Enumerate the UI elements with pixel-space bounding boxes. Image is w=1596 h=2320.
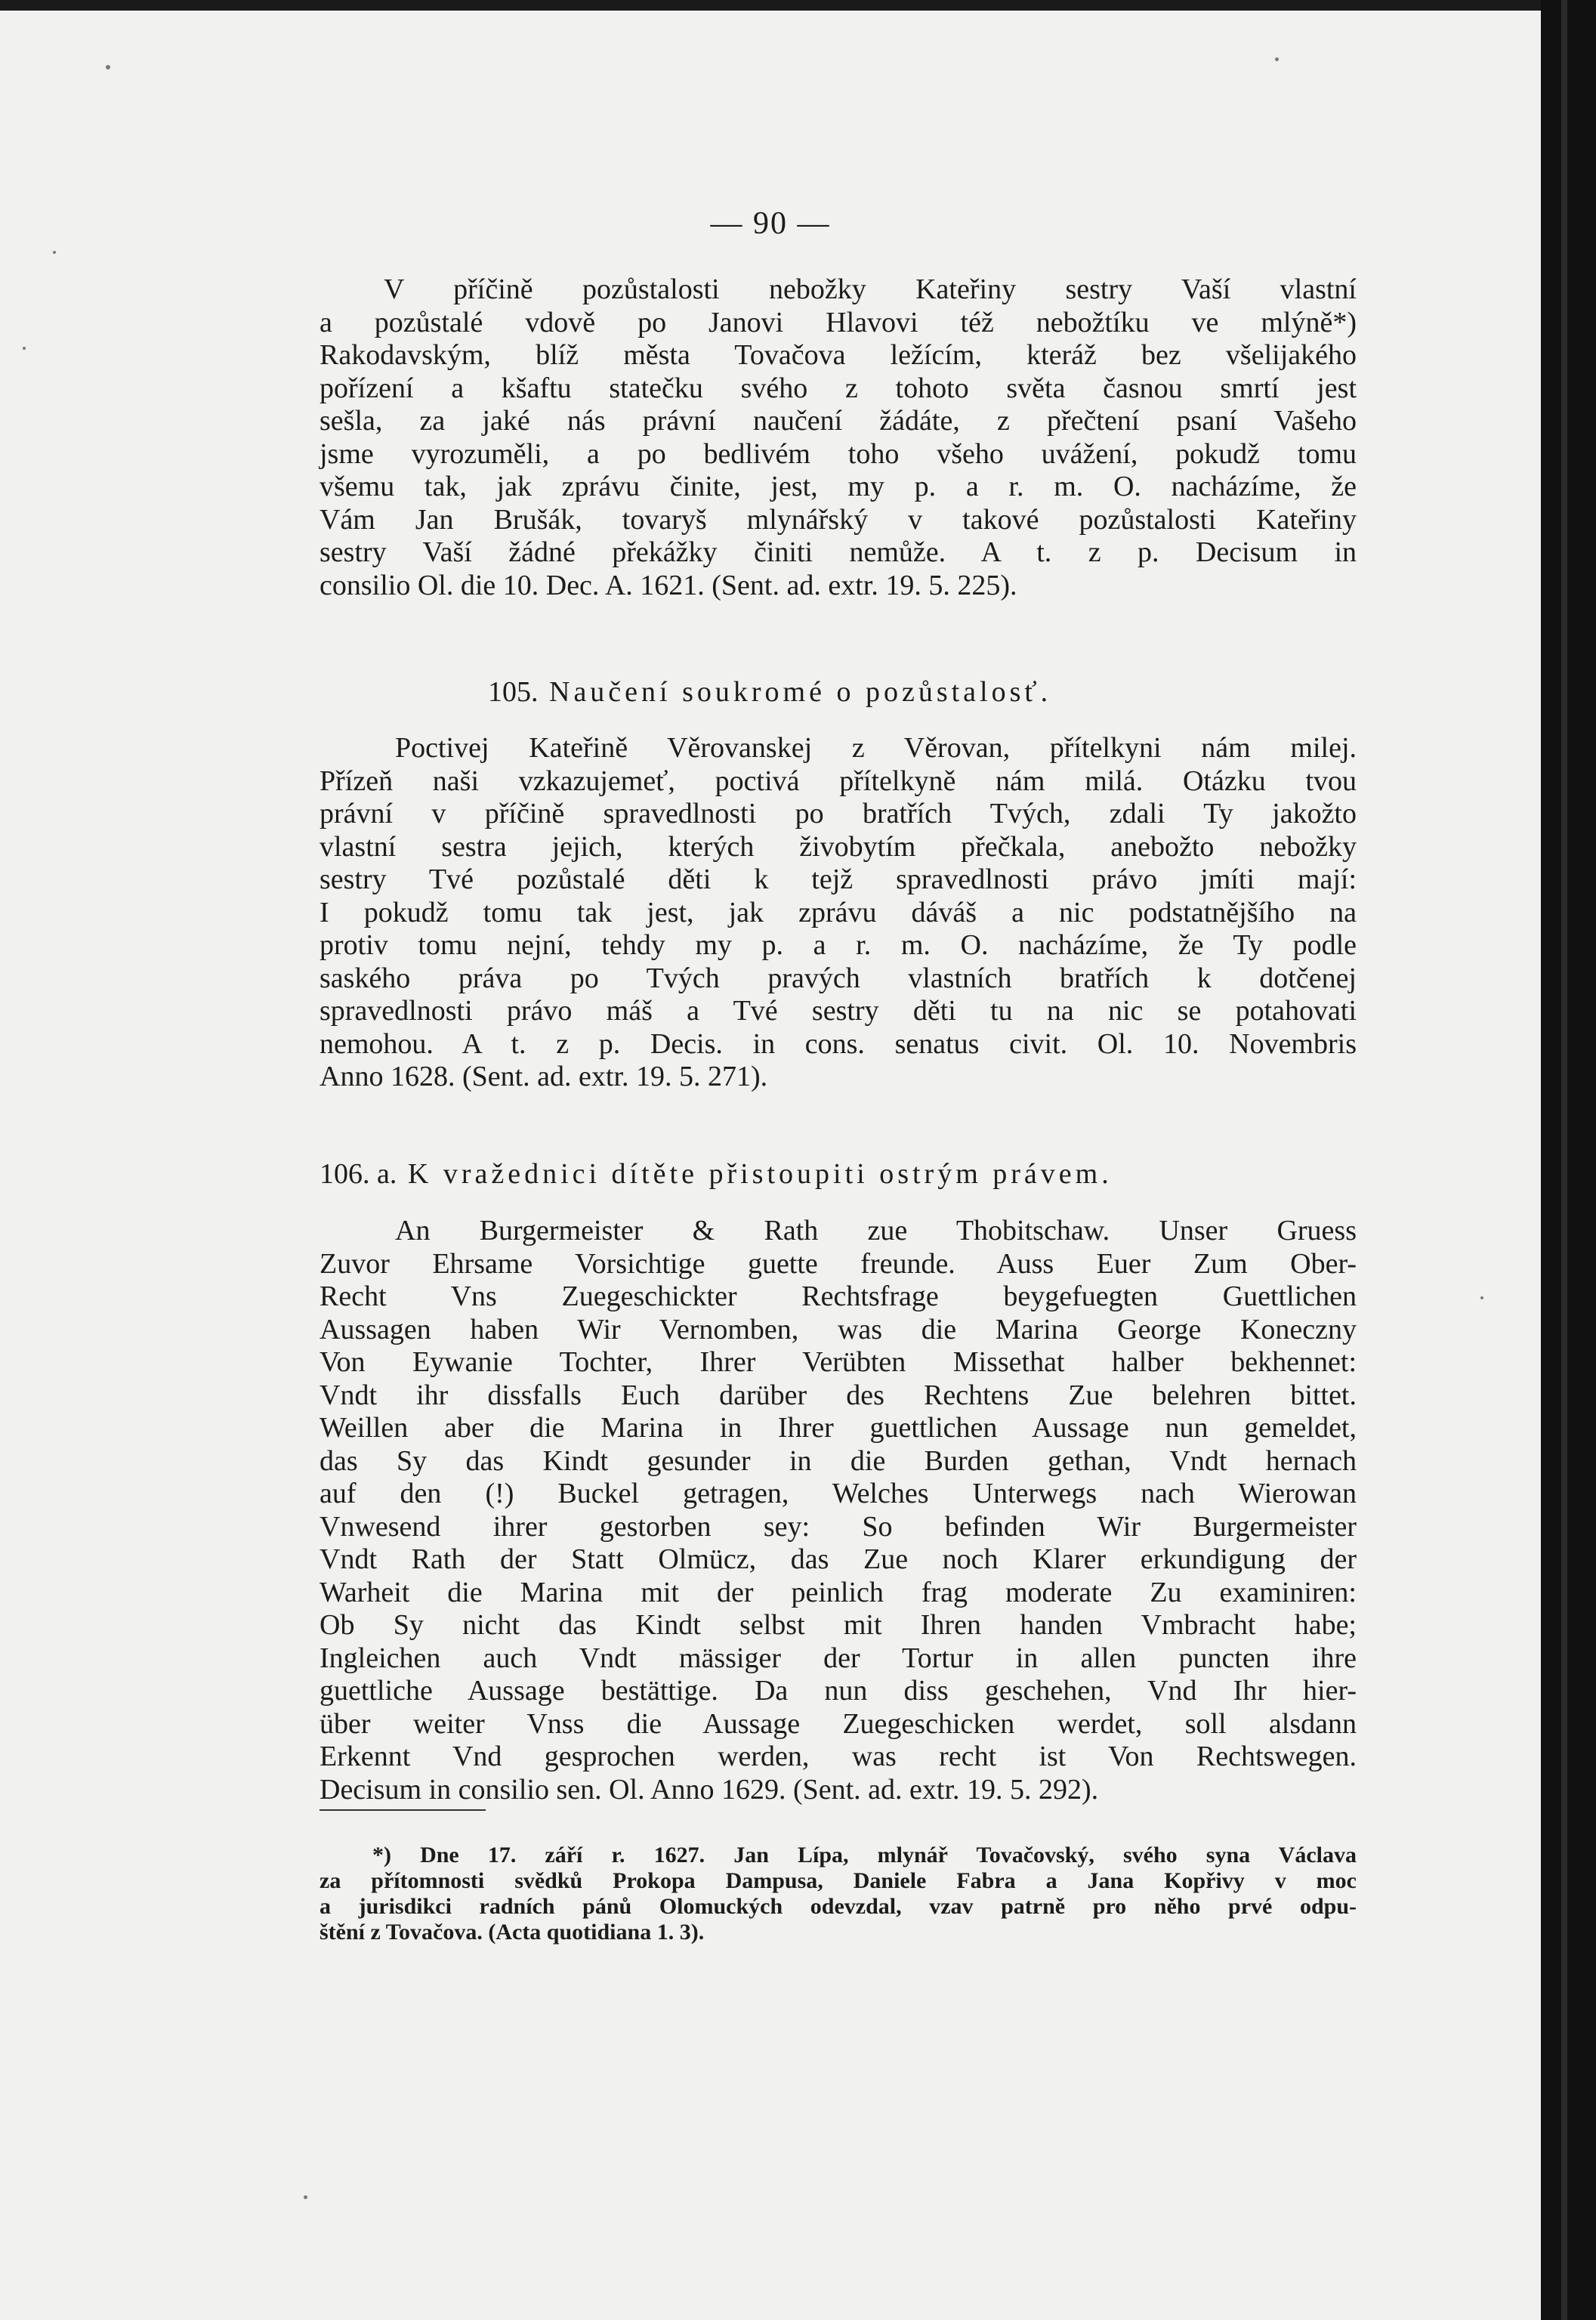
- footnote-line: *) Dne 17. září r. 1627. Jan Lípa, mlynář Tovačovský, svého syna Václava: [372, 1843, 1357, 1867]
- paragraph-line: Recht Vns Zuegeschickter Rechtsfrage beygefuegten Guettlichen: [320, 1280, 1357, 1312]
- print-speck: [1480, 1296, 1483, 1299]
- paragraph-line: spravedlnosti právo máš a Tvé sestry děti tu na nic se potahovati: [320, 995, 1357, 1027]
- paragraph-106: [320, 1215, 1357, 1806]
- paragraph-line: sešla, za jaké nás právní naučení žádáte, z přečtení psaní Vašeho: [320, 405, 1357, 437]
- paragraph-line: všemu tak, jak zprávu činite, jest, my p. a r. m. O. nacházíme, že: [320, 471, 1357, 502]
- footnote-line: štění z Tovačova. (Acta quotidiana 1. 3).: [320, 1920, 705, 1945]
- print-speck: [53, 251, 56, 254]
- paragraph-line: Vndt Rath der Statt Olmücz, das Zue noch Klarer erkundigung der: [320, 1543, 1357, 1575]
- paragraph-line: sestry Tvé pozůstalé děti k tejž spravedlnosti právo jmíti mají:: [320, 863, 1357, 895]
- scan-border-line: [1561, 0, 1567, 2320]
- paragraph-line: Vndt ihr dissfalls Euch darüber des Rechtens Zue belehren bittet.: [320, 1379, 1357, 1411]
- paragraph-line: V příčině pozůstalosti nebožky Kateřiny sestry Vaší vlastní: [384, 273, 1357, 305]
- paragraph-line: Ob Sy nicht das Kindt selbst mit Ihren handen Vmbracht habe;: [320, 1609, 1357, 1641]
- page-number: — 90 —: [710, 206, 831, 241]
- section-heading-106: [320, 1157, 1113, 1191]
- paragraph-line: Zuvor Ehrsame Vorsichtige guette freunde. Auss Euer Zum Ober-: [320, 1247, 1357, 1280]
- paragraph-line: I pokudž tomu tak jest, jak zprávu dáváš a nic podstatnějšího na: [320, 896, 1357, 928]
- paragraph-line: guettliche Aussage bestättige. Da nun diss geschehen, Vnd Ihr hier-: [320, 1675, 1357, 1707]
- print-speck: [304, 2195, 307, 2199]
- paragraph-line: Warheit die Marina mit der peinlich frag moderate Zu examiniren:: [320, 1576, 1357, 1608]
- footnote-line: za přítomnosti svědků Prokopa Dampusa, Daniele Fabra a Jana Kopřivy v moc: [320, 1868, 1357, 1893]
- paragraph-line: právní v příčině spravedlnosti po bratřích Tvých, zdali Ty jakožto: [320, 798, 1357, 829]
- heading-number: 106. a.: [320, 1158, 397, 1190]
- heading-title: Naučení soukromé o pozůstalosť.: [549, 676, 1052, 708]
- paragraph-line: saského práva po Tvých pravých vlastních bratřích k dotčenej: [320, 962, 1357, 994]
- book-page: [0, 11, 1541, 2320]
- paragraph-line: Přízeň naši vzkazujemeť, poctivá přítelkyně nám milá. Otázku tvou: [320, 765, 1357, 797]
- paragraph-line: Vám Jan Brušák, tovaryš mlynářský v takové pozůstalosti Kateřiny: [320, 503, 1357, 536]
- paragraph-line: consilio Ol. die 10. Dec. A. 1621. (Sent. ad. extr. 19. 5. 225).: [320, 569, 1017, 601]
- paragraph-line: Poctivej Kateřině Věrovanskej z Věrovan, přítelkyni nám milej.: [395, 732, 1357, 764]
- scan-border: [1541, 0, 1596, 2320]
- paragraph-line: Anno 1628. (Sent. ad. extr. 19. 5. 271).: [320, 1061, 768, 1092]
- paragraph-line: auf den (!) Buckel getragen, Welches Unterwegs nach Wierowan: [320, 1478, 1357, 1509]
- footnote-line: a jurisdikci radních pánů Olomuckých odevzdal, vzav patrně pro něho prvé odpu-: [320, 1894, 1357, 1919]
- paragraph-line: protiv tomu nejní, tehdy my p. a r. m. O. nacházíme, že Ty podle: [320, 929, 1357, 961]
- print-speck: [23, 347, 26, 350]
- paragraph-line: über weiter Vnss die Aussage Zuegeschicken werdet, soll alsdann: [320, 1707, 1357, 1740]
- paragraph-line: das Sy das Kindt gesunder in die Burden gethan, Vndt hernach: [320, 1444, 1357, 1477]
- paragraph-line: Decisum in consilio sen. Ol. Anno 1629. (Sent. ad. extr. 19. 5. 292).: [320, 1773, 1099, 1806]
- paragraph-line: An Burgermeister & Rath zue Thobitschaw. Unser Gruess: [395, 1215, 1357, 1246]
- paragraph-line: sestry Vaší žádné překážky činiti nemůže. A t. z p. Decisum in: [320, 536, 1357, 568]
- paragraph-line: Rakodavským, blíž města Tovačova ležícím, kteráž bez všelijakého: [320, 339, 1357, 371]
- section-heading-105: [488, 675, 1051, 709]
- paragraph-line: Von Eywanie Tochter, Ihrer Verübten Missethat halber bekhennet:: [320, 1346, 1357, 1378]
- paragraph-line: a pozůstalé vdově po Janovi Hlavovi též nebožtíku ve mlýně*): [320, 306, 1357, 338]
- paragraph-line: jsme vyrozuměli, a po bedlivém toho všeho uvážení, pokudž tomu: [320, 437, 1357, 470]
- print-speck: [106, 65, 110, 70]
- paragraph-line: Ingleichen auch Vndt mässiger der Tortur in allen puncten ihre: [320, 1642, 1357, 1674]
- paragraph-line: Weillen aber die Marina in Ihrer guettlichen Aussage nun gemeldet,: [320, 1412, 1357, 1444]
- footnote: [320, 1843, 1357, 1945]
- paragraph-line: Erkennt Vnd gesprochen werden, was recht ist Von Rechtswegen.: [320, 1741, 1357, 1772]
- heading-number: 105.: [488, 676, 539, 708]
- paragraph-line: vlastní sestra jejich, kterých živobytím přečkala, anebožto nebožky: [320, 830, 1357, 863]
- paragraph-line: nemohou. A t. z p. Decis. in cons. senatus civit. Ol. 10. Novembris: [320, 1027, 1357, 1060]
- print-speck: [1275, 57, 1279, 61]
- paragraph-line: Aussagen haben Wir Vernomben, was die Marina George Koneczny: [320, 1313, 1357, 1345]
- paragraph-line: Vnwesend ihrer gestorben sey: So befinden Wir Burgermeister: [320, 1510, 1357, 1543]
- heading-title: K vražednici dítěte přistoupiti ostrým právem.: [407, 1158, 1113, 1190]
- footnote-divider: [320, 1809, 486, 1811]
- paragraph-line: pořízení a kšaftu statečku svého z tohoto světa časnou smrtí jest: [320, 372, 1357, 404]
- paragraph-104-continuation: [320, 273, 1357, 602]
- paragraph-105: [320, 732, 1357, 1094]
